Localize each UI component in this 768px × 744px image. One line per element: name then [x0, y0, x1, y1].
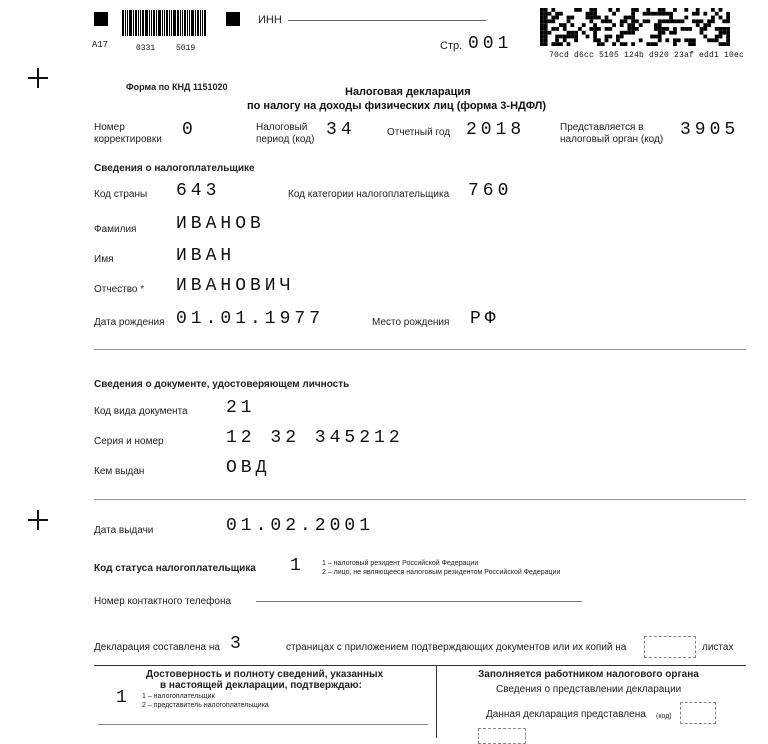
sheets-count-box: [644, 636, 696, 658]
birthdate-value: 01.01.1977: [176, 309, 325, 329]
form-title-line2: по налогу на доходы физических лиц (форма 3-НДФЛ): [247, 100, 547, 112]
qr-code: [540, 8, 730, 48]
name-label: Имя: [94, 254, 114, 265]
series-label: Серия и номер: [94, 436, 164, 447]
office-presented-label: Данная декларация представлена: [486, 709, 646, 720]
country-label: Код страны: [94, 189, 148, 200]
patronymic-label: Отчество *: [94, 284, 145, 295]
authority-value: 3905: [680, 120, 740, 140]
office-extra-box: [478, 728, 526, 744]
issuer-label: Кем выдан: [94, 466, 145, 477]
series-value: 12 32 345212: [226, 428, 404, 448]
year-label: Отчетный год: [387, 127, 451, 138]
divider-1: [94, 349, 746, 350]
surname-label: Фамилия: [94, 224, 137, 235]
country-value: 643: [176, 181, 221, 201]
status-label: Код статуса налогоплательщика: [94, 563, 256, 574]
confirm-title-1: Достоверность и полноту сведений, указанных: [146, 669, 384, 680]
registration-cross-bottom: [28, 510, 48, 530]
pages-label-after: страницах с приложением подтверждающих документов или их копий на: [286, 642, 627, 653]
phone-label: Номер контактного телефона: [94, 596, 232, 607]
form-title-line1: Налоговая декларация: [345, 86, 471, 98]
period-label-1: Налоговый: [256, 122, 308, 133]
registration-cross-top: [28, 68, 48, 88]
period-value: 34: [326, 120, 356, 140]
period-label-2: период (код): [256, 134, 315, 145]
barcode-code: A17: [92, 40, 109, 50]
divider-2: [94, 499, 746, 500]
correction-label-1: Номер: [94, 122, 125, 133]
office-code-label: (код): [656, 713, 672, 720]
confirm-value: 1: [116, 688, 131, 708]
status-option-1: 1 – налоговый резидент Российской Федерации: [322, 560, 479, 567]
office-title: Заполняется работником налогового органа: [478, 669, 699, 680]
issuer-value: ОВД: [226, 458, 271, 478]
inn-label: ИНН: [258, 14, 282, 26]
marker-square-right: [226, 12, 240, 26]
issue-date-label: Дата выдачи: [94, 525, 154, 536]
form-knd: Форма по КНД 1151020: [126, 82, 228, 92]
category-label: Код категории налогоплательщика: [288, 189, 450, 200]
confirm-option-2: 2 – представитель налогоплательщика: [142, 702, 269, 709]
correction-label-2: корректировки: [94, 134, 162, 145]
inn-line: [288, 20, 486, 21]
phone-line: [256, 601, 582, 602]
confirm-option-1: 1 – налогоплательщик: [142, 693, 215, 700]
surname-value: ИВАНОВ: [176, 214, 265, 234]
taxpayer-section-title: Сведения о налогоплательщике: [94, 163, 255, 174]
document-section-title: Сведения о документе, удостоверяющем личность: [94, 379, 350, 390]
doc-type-value: 21: [226, 398, 256, 418]
qr-caption: 70cd d6cc 5105 124b d920 23af edd1 10ec: [549, 51, 745, 60]
page-label: Стр.: [440, 40, 463, 52]
barcode-num-2: 5019: [176, 44, 196, 53]
issue-date-value: 01.02.2001: [226, 516, 375, 536]
category-value: 760: [468, 181, 513, 201]
status-value: 1: [290, 556, 305, 576]
pages-value: 3: [230, 634, 245, 654]
pages-label-before: Декларация составлена на: [94, 642, 220, 653]
doc-type-label: Код вида документа: [94, 406, 188, 417]
authority-label-1: Представляется в: [560, 122, 644, 133]
barcode-1d: [122, 10, 212, 36]
status-option-2: 2 – лицо, не являющееся налоговым резидентом Российской Федерации: [322, 569, 561, 576]
page-value: 001: [468, 34, 513, 54]
birthplace-value: РФ: [470, 309, 500, 329]
bottom-split-line: [436, 666, 437, 738]
correction-value: 0: [182, 120, 197, 140]
marker-square-left: [94, 12, 108, 26]
bottom-top-line: [94, 665, 746, 666]
office-code-box: [680, 702, 716, 724]
confirm-line: [98, 724, 428, 725]
pages-label-end: листах: [702, 642, 734, 653]
year-value: 2018: [466, 120, 526, 140]
authority-label-2: налоговый орган (код): [560, 134, 664, 145]
patronymic-value: ИВАНОВИЧ: [176, 276, 295, 296]
barcode-num-1: 0331: [136, 44, 156, 53]
birthdate-label: Дата рождения: [94, 317, 165, 328]
office-subtitle: Сведения о представлении декларации: [496, 684, 682, 695]
confirm-title-2: в настоящей декларации, подтверждаю:: [160, 680, 362, 691]
birthplace-label: Место рождения: [372, 317, 450, 328]
name-value: ИВАН: [176, 246, 236, 266]
